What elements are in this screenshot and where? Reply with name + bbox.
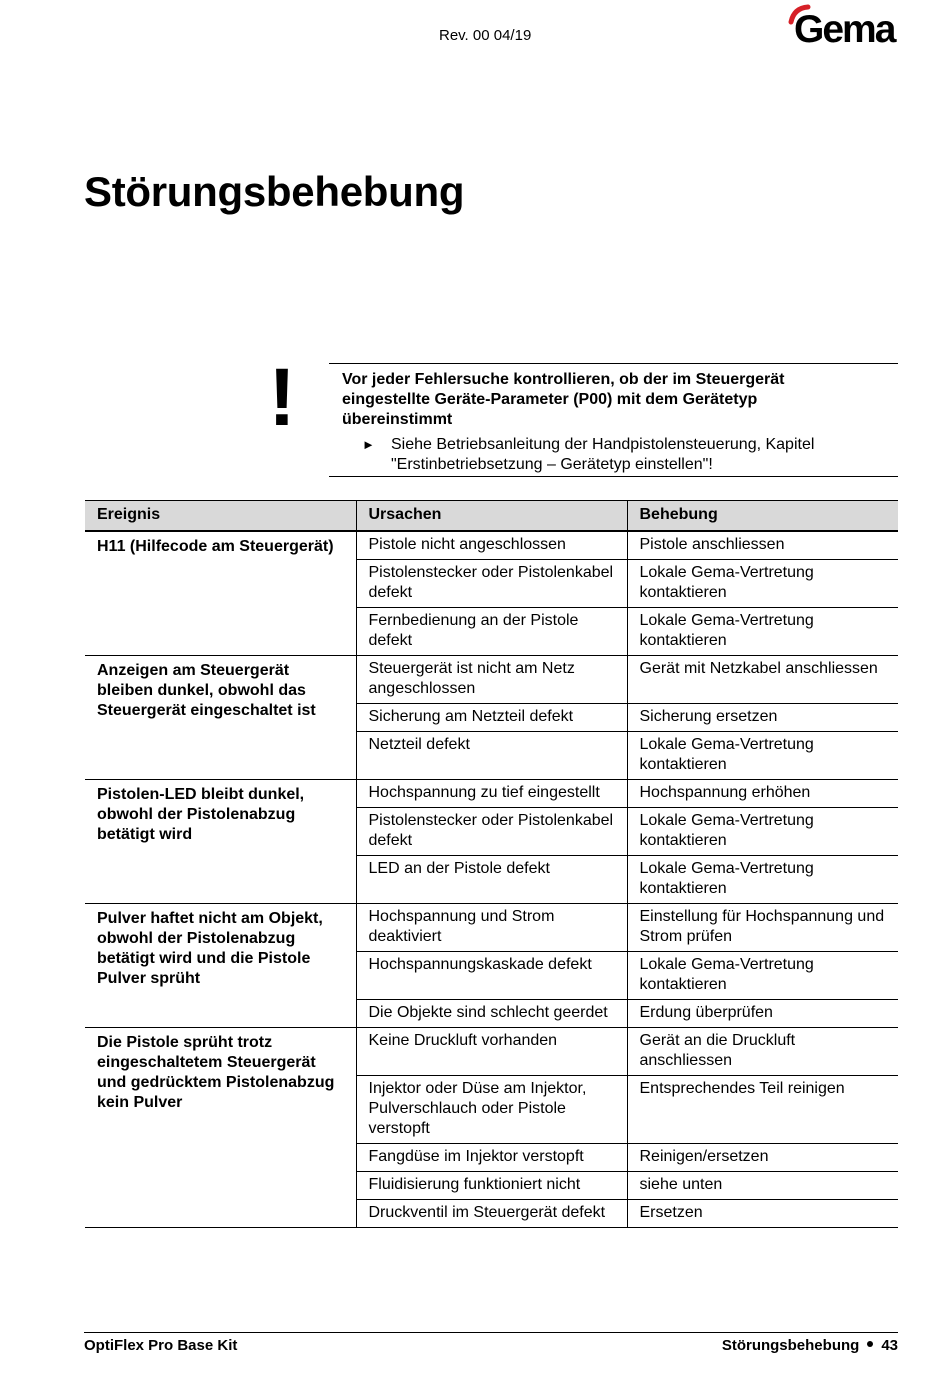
event-cell: Anzeigen am Steuergerät bleiben dunkel, obwohl das Steuergerät eingeschaltet ist: [85, 655, 356, 779]
table-row: [85, 1027, 898, 1075]
table-row: [85, 779, 898, 807]
notice-box: [329, 363, 898, 477]
event-cell: H11 (Hilfecode am Steuergerät): [85, 531, 356, 656]
footer-section: [722, 1337, 898, 1354]
remedy-cell: Lokale Gema-Vertretung kontaktieren: [627, 855, 898, 903]
logo-wordmark: Gema: [794, 8, 895, 46]
cause-cell: Fangdüse im Injektor verstopft: [356, 1143, 627, 1171]
event-cell: Pistolen-LED bleibt dunkel, obwohl der Pistolenabzug betätigt wird: [85, 779, 356, 903]
table-row: [85, 903, 898, 951]
page-number: 43: [881, 1337, 898, 1354]
event-cell: Die Pistole sprüht trotz eingeschaltetem Steuergerät und gedrücktem Pistolenabzug kein Pulver: [85, 1027, 356, 1227]
page-title: Störungsbehebung: [84, 168, 465, 215]
remedy-cell: Sicherung ersetzen: [627, 703, 898, 731]
bullet-icon: [867, 1341, 873, 1347]
cause-cell: Keine Druckluft vorhanden: [356, 1027, 627, 1075]
cause-cell: Pistole nicht angeschlossen: [356, 531, 627, 560]
remedy-cell: Reinigen/ersetzen: [627, 1143, 898, 1171]
gema-logo: [788, 2, 900, 46]
column-header-event: Ereignis: [85, 501, 356, 531]
table-row: [85, 531, 898, 560]
remedy-cell: Gerät mit Netzkabel anschliessen: [627, 655, 898, 703]
remedy-cell: Gerät an die Druckluft anschliessen: [627, 1027, 898, 1075]
revision-label: Rev. 00 04/19: [439, 27, 532, 44]
footer-divider: [84, 1332, 898, 1333]
notice-text: Vor jeder Fehlersuche kontrollieren, ob der im Steuergerät eingestellte Geräte-Parameter (P00) mit dem Gerätetyp übereinstimmt: [342, 371, 785, 428]
cause-cell: Hochspannung und Strom deaktiviert: [356, 903, 627, 951]
remedy-cell: Lokale Gema-Vertretung kontaktieren: [627, 731, 898, 779]
footer-section-title: Störungsbehebung: [721, 1337, 860, 1354]
remedy-cell: Lokale Gema-Vertretung kontaktieren: [627, 607, 898, 655]
remedy-cell: Erdung überprüfen: [627, 999, 898, 1027]
cause-cell: LED an der Pistole defekt: [356, 855, 627, 903]
cause-cell: Fluidisierung funktioniert nicht: [356, 1171, 627, 1199]
notice-reference-text: Siehe Betriebsanleitung der Handpistolensteuerung, Kapitel "Erstinbetriebsetzung – Gerätetyp einstellen"!: [391, 436, 815, 473]
remedy-cell: Lokale Gema-Vertretung kontaktieren: [627, 807, 898, 855]
cause-cell: Sicherung am Netzteil defekt: [356, 703, 627, 731]
remedy-cell: Pistole anschliessen: [627, 531, 898, 560]
cause-cell: Hochspannungskaskade defekt: [356, 951, 627, 999]
cause-cell: Die Objekte sind schlecht geerdet: [356, 999, 627, 1027]
remedy-cell: Hochspannung erhöhen: [627, 779, 898, 807]
remedy-cell: Lokale Gema-Vertretung kontaktieren: [627, 951, 898, 999]
notice-reference: [362, 435, 881, 475]
table-row: [85, 655, 898, 703]
table-header-row: [85, 501, 898, 531]
event-cell: Pulver haftet nicht am Objekt, obwohl der Pistolenabzug betätigt wird und die Pistole Pulver sprüht: [85, 903, 356, 1027]
cause-cell: Hochspannung zu tief eingestellt: [356, 779, 627, 807]
cause-cell: Pistolenstecker oder Pistolenkabel defekt: [356, 559, 627, 607]
remedy-cell: Einstellung für Hochspannung und Strom prüfen: [627, 903, 898, 951]
cause-cell: Injektor oder Düse am Injektor, Pulverschlauch oder Pistole verstopft: [356, 1075, 627, 1143]
cause-cell: Netzteil defekt: [356, 731, 627, 779]
remedy-cell: Entsprechendes Teil reinigen: [627, 1075, 898, 1143]
remedy-cell: Lokale Gema-Vertretung kontaktieren: [627, 559, 898, 607]
exclamation-icon: !: [268, 352, 296, 443]
remedy-cell: Ersetzen: [627, 1199, 898, 1227]
troubleshooting-table: [85, 500, 898, 1228]
column-header-remedy: Behebung: [627, 501, 898, 531]
footer-product: OptiFlex Pro Base Kit: [84, 1337, 238, 1354]
remedy-cell: siehe unten: [627, 1171, 898, 1199]
cause-cell: Fernbedienung an der Pistole defekt: [356, 607, 627, 655]
cause-cell: Pistolenstecker oder Pistolenkabel defekt: [356, 807, 627, 855]
triangle-right-icon: ►: [362, 437, 375, 452]
cause-cell: Steuergerät ist nicht am Netz angeschlossen: [356, 655, 627, 703]
column-header-causes: Ursachen: [356, 501, 627, 531]
cause-cell: Druckventil im Steuergerät defekt: [356, 1199, 627, 1227]
table-body: [85, 531, 898, 1228]
